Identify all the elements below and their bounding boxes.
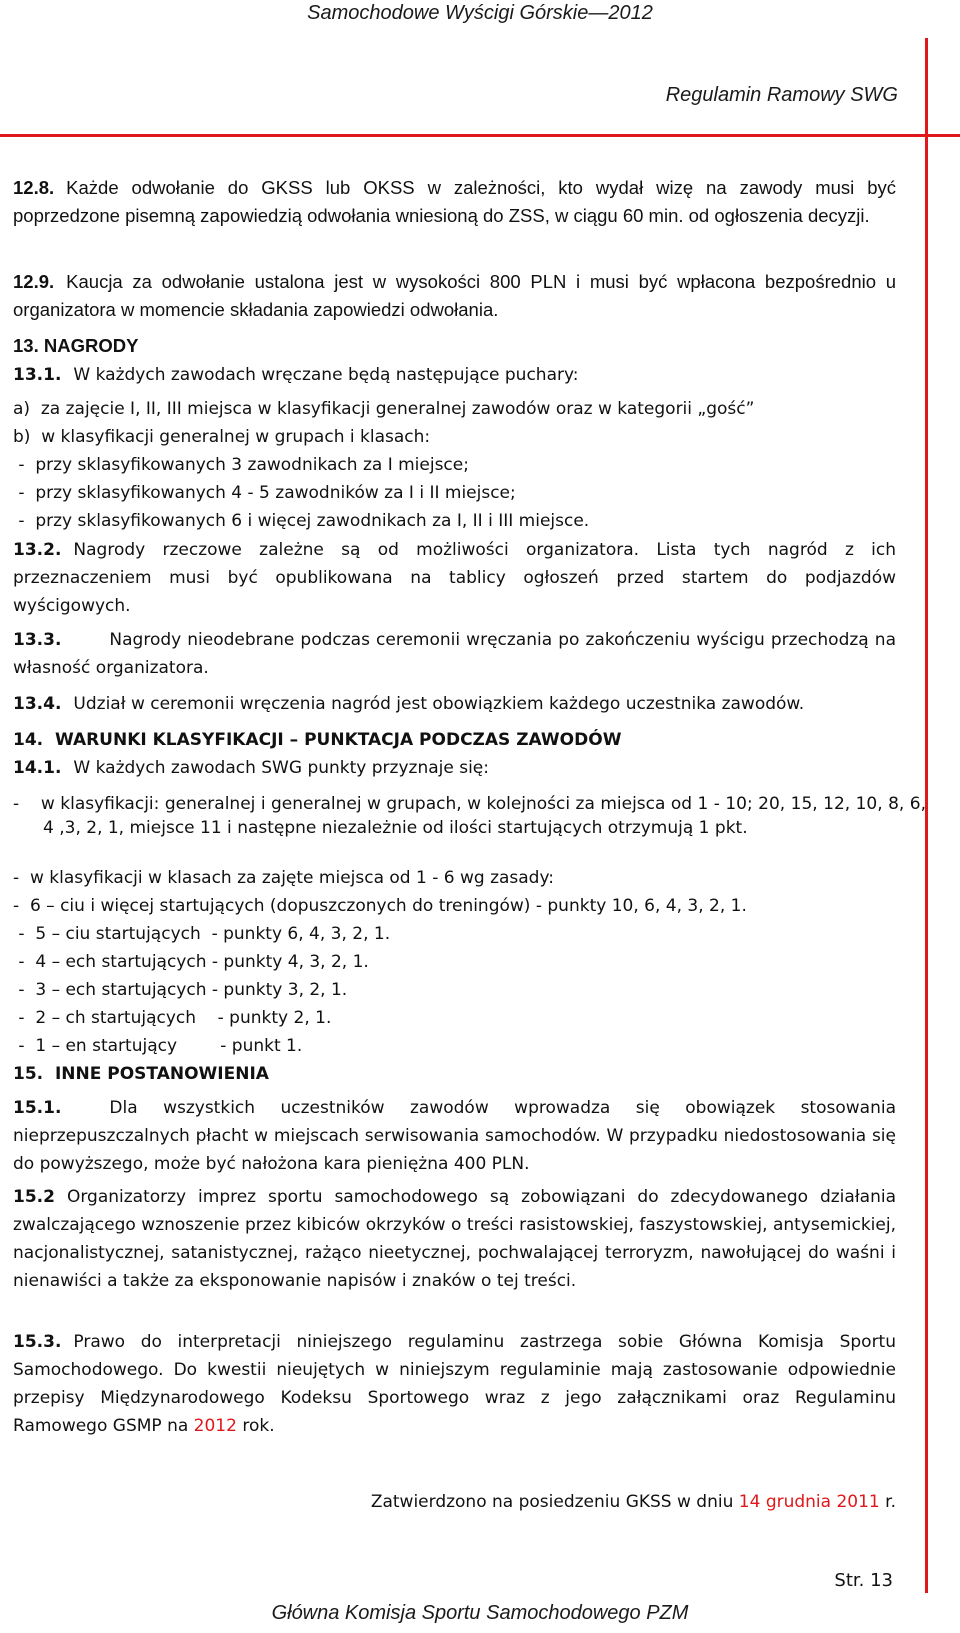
paragraph-text: Prawo do interpretacji niniejszego regulaminu zastrzega sobie Główna Komisja Sportu Samochodowego. Do kwestii nieujętych w niniejszym regulaminie mają zastosowanie odpowiednie przepisy Międzynarodowego Kodeksu Sportowego wraz z jego załącznikami oraz Regulaminu Ramowego GSMP na [13,1332,896,1436]
paragraph-14-1 [13,754,896,782]
section-number: 12.8. [13,177,55,198]
paragraph-text-end: rok. [242,1416,275,1436]
section-number: 12.9. [13,271,55,292]
paragraph-13-1 [13,361,896,389]
page-number: Str. 13 [834,1570,893,1591]
paragraph-text: Udział w ceremonii wręczenia nagród jest obowiązkiem każdego uczestnika zawodów. [73,694,805,714]
list-item-a: a) za zajęcie I, II, III miejsca w klasyfikacji generalnej zawodów oraz w kategorii „gość” [13,399,755,419]
paragraph-12-9 [13,268,896,324]
paragraph-text: Nagrody nieodebrane podczas ceremonii wręczania po zakończeniu wyścigu przechodzą na własność organizatora. [13,630,896,678]
list-item-b: b) w klasyfikacji generalnej w grupach i klasach: [13,427,431,447]
list-item: - przy sklasyfikowanych 4 - 5 zawodników za I i II miejsce; [13,483,516,503]
list-item: - 1 – en startujący - punkt 1. [13,1036,303,1056]
list-item: - 3 – ech startujących - punkty 3, 2, 1. [13,980,348,1000]
list-item: - w klasyfikacji w klasach za zajęte miejsca od 1 - 6 wg zasady: [13,868,555,888]
paragraph-13-2 [13,536,896,620]
section-number: 15.2 [13,1187,55,1207]
paragraph-13-4 [13,690,896,718]
list-item: - 4 – ech startujących - punkty 4, 3, 2, 1. [13,952,369,972]
section-heading-15: 15. INNE POSTANOWIENIA [13,1064,269,1084]
section-number: 15.3. [13,1332,62,1352]
section-number: 13.2. [13,540,62,560]
header-document-title: Regulamin Ramowy SWG [665,84,898,106]
list-item: - 5 – ciu startujących - punkty 6, 4, 3, 2, 1. [13,924,391,944]
footer-organization: Główna Komisja Sportu Samochodowego PZM [271,1602,689,1624]
section-number: 13.1. [13,365,62,385]
approval-note [13,1488,896,1516]
approval-date: 14 grudnia 2011 [738,1492,880,1512]
approval-text-end: r. [885,1492,896,1512]
paragraph-text: Każde odwołanie do GKSS lub OKSS w zależności, kto wydał wizę na zawody musi być poprzedzone pisemną zapowiedzią odwołania wniesioną do ZSS, w ciągu 60 min. od ogłoszenia decyzji. [13,177,896,226]
list-item: - w klasyfikacji: generalnej i generalnej w grupach, w kolejności za miejsca od 1 - 10; 20, 15, 12, 10, 8, 6, 4 ,3, 2, 1, miejsce 11 i następne niezależnie od ilości startujących otrzymują 1 pkt. [13,794,932,838]
section-number: 14.1. [13,758,62,778]
section-number: 13.3. [13,630,62,650]
list-item: - 6 – ciu i więcej startujących (dopuszczonych do treningów) - punkty 10, 6, 4, 3, 2, 1. [13,896,747,916]
section-number: 15.1. [13,1098,62,1118]
approval-text: Zatwierdzono na posiedzeniu GKSS w dniu [370,1492,734,1512]
paragraph-15-3 [13,1328,896,1440]
section-heading-14: 14. WARUNKI KLASYFIKACJI – PUNKTACJA PODCZAS ZAWODÓW [13,730,622,750]
list-item: - 2 – ch startujących - punkty 2, 1. [13,1008,332,1028]
paragraph-15-1 [13,1094,896,1178]
section-number: 13.4. [13,694,62,714]
paragraph-13-3 [13,626,896,682]
paragraph-12-8 [13,174,896,230]
paragraph-text: W każdych zawodach wręczane będą następujące puchary: [73,365,579,385]
section-heading-13: 13. NAGRODY [13,335,139,356]
list-item: - przy sklasyfikowanych 3 zawodnikach za I miejsce; [13,455,469,475]
paragraph-text: Nagrody rzeczowe zależne są od możliwości organizatora. Lista tych nagród z ich przeznaczeniem musi być opublikowana na tablicy ogłoszeń przed startem do podjazdów wyścigowych. [13,540,896,616]
paragraph-text: Dla wszystkich uczestników zawodów wprowadza się obowiązek stosowania nieprzepuszczalnych płacht w miejscach serwisowania samochodów. W przypadku niedostosowania się do powyższego, może być nałożona kara pieniężna 400 PLN. [13,1098,896,1174]
header-title: Samochodowe Wyścigi Górskie—2012 [307,2,653,24]
year-highlight: 2012 [193,1416,237,1436]
paragraph-text: Organizatorzy imprez sportu samochodowego są zobowiązani do zdecydowanego działania zwalczającego wznoszenie przez kibiców okrzyków o treści rasistowskiej, faszystowskiej, antysemickiej, nacjonalistycznej, satanistycznej, rażąco nieetycznej, pochwalającej terroryzm, nawołującej do waśni i nienawiści a także za eksponowanie napisów i znaków o tej treści. [13,1187,896,1291]
paragraph-15-2 [13,1183,896,1295]
list-item: - przy sklasyfikowanych 6 i więcej zawodnikach za I, II i III miejsce. [13,511,590,531]
paragraph-text: W każdych zawodach SWG punkty przyznaje się: [73,758,489,778]
paragraph-text: Kaucja za odwołanie ustalona jest w wysokości 800 PLN i musi być wpłacona bezpośrednio u organizatora w momencie składania zapowiedzi odwołania. [13,271,896,320]
header-rule [0,134,960,137]
